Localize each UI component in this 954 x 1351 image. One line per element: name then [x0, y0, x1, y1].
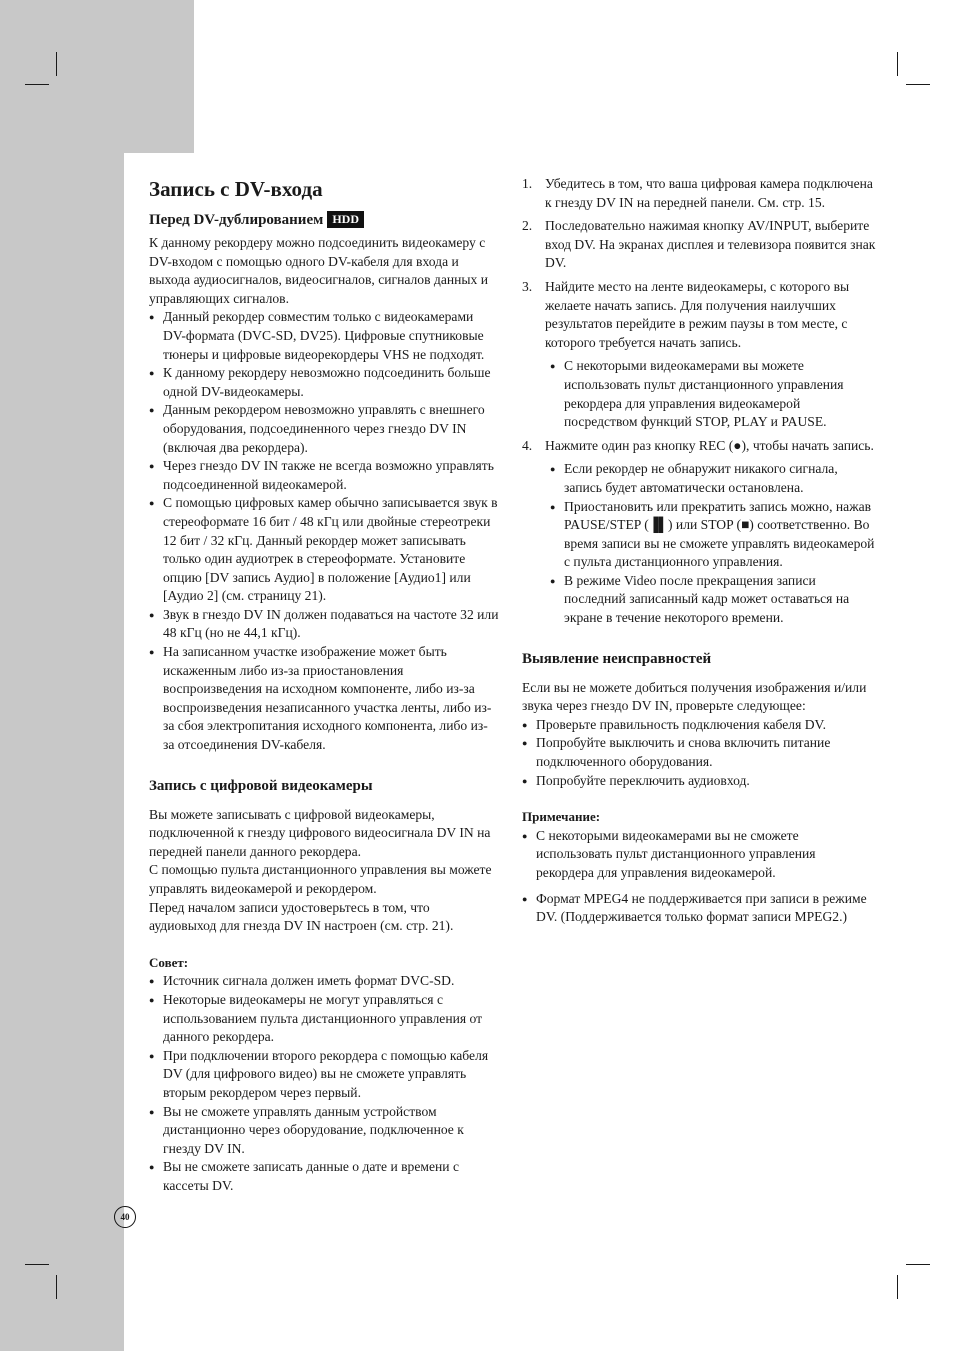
list-item: ● Если рекордер не обнаружит никакого сигнала, запись будет автоматически остановлена. [550, 460, 876, 497]
before-intro: К данному рекордеру можно подсоединить видеокамеру с DV-входом с помощью одного DV-кабеля для входа и выхода аудиосигналов, видеосигналов, сигналов данных и управляющих сигналов. [149, 235, 489, 306]
list-item: ● Попробуйте выключить и снова включить питание подключенного оборудования. [522, 734, 876, 771]
camcorder-paragraph: Вы можете записывать с цифровой видеокамеры, подключенной к гнезду цифрового видеосигнала DV IN на передней панели данного рекордера. [149, 806, 491, 859]
list-item: ● Приостановить или прекратить запись можно, нажав PAUSE/STEP (▐▌) или STOP (■) соответственно. Во время записи вы не сможете управлять видеокамерой с пульта дистанционного управления. [550, 498, 876, 572]
step-text: Последовательно нажимая кнопку AV/INPUT, выберите вход DV. На экранах дисплея и телевизора появится знак DV. [545, 218, 876, 271]
note-list [522, 827, 876, 927]
step-number: 1. [522, 176, 533, 191]
crop-mark [25, 1264, 49, 1265]
list-item: ● Некоторые видеокамеры не могут управляться с использованием пульта дистанционного управления от данного рекордера. [149, 991, 499, 1047]
page-number-badge: 40 [114, 1206, 136, 1228]
crop-mark [56, 52, 57, 76]
right-column [522, 175, 876, 927]
step-item [522, 217, 876, 273]
section-heading-camcorder: Запись с цифровой видеокамеры [149, 777, 373, 794]
list-item: ● Вы не сможете управлять данным устройством дистанционно через оборудование, подключенное к гнезду DV IN. [149, 1103, 499, 1159]
step-sub-list [545, 357, 876, 431]
list-item: ● Вы не сможете записать данные о дате и времени с кассеты DV. [149, 1158, 499, 1195]
section-heading-text: Перед DV-дублированием [149, 212, 324, 228]
camcorder-paragraph: Перед началом записи удостоверьтесь в том, что аудиовыход для гнезда DV IN настроен (см. стр. 21). [149, 899, 454, 934]
tip-list [149, 972, 499, 1195]
left-column [149, 175, 499, 1196]
crop-mark [25, 84, 49, 85]
crop-mark [56, 1275, 57, 1299]
step-item [522, 175, 876, 212]
note-title: Примечание: [522, 809, 601, 825]
list-item: ● Формат MPEG4 не поддерживается при записи в режиме DV. (Поддерживается только формат записи MPEG2.) [522, 890, 876, 927]
crop-mark [897, 1275, 898, 1299]
troubleshooting-intro: Если вы не можете добиться получения изображения и/или звука через гнездо DV IN, проверьте следующее: [522, 679, 867, 714]
section-heading-before-dubbing [149, 211, 499, 230]
step-text: Найдите место на ленте видеокамеры, с которого вы желаете начать запись. Для получения наилучших результатов перейдите в режим паузы в том месте, с которого требуется начать запись. [545, 278, 850, 350]
camcorder-paragraph: С помощью пульта дистанционного управления вы можете управлять видеокамерой и рекордером. [149, 862, 492, 896]
tip-title: Совет: [149, 954, 189, 970]
list-item: ● Через гнездо DV IN также не всегда возможно управлять подсоединенной видеокамерой. [149, 457, 499, 494]
list-item: ● К данному рекордеру невозможно подсоединить больше одной DV-видеокамеры. [149, 364, 499, 401]
list-item: ● Попробуйте переключить аудиовход. [522, 772, 876, 791]
before-bullet-list [149, 308, 499, 754]
list-item: ● С некоторыми видеокамерами вы можете использовать пульт дистанционного управления рекордера для управления видеокамерой посредством функций STOP, PLAY и PAUSE. [550, 357, 876, 431]
step-text: Нажмите один раз кнопку REC (●), чтобы начать запись. [545, 437, 874, 453]
page-title: Запись с DV-входа [149, 177, 323, 201]
hdd-badge: HDD [327, 211, 364, 228]
crop-mark [897, 52, 898, 76]
step-number: 4. [522, 437, 533, 453]
list-item: ● Данный рекордер совместим только с видеокамерами DV-формата (DVC-SD, DV25). Цифровые спутниковые тюнеры и цифровые видеорекордеры VHS не подходят. [149, 308, 499, 364]
list-item: ● Проверьте правильность подключения кабеля DV. [522, 716, 876, 735]
list-item: ● Данным рекордером невозможно управлять с внешнего оборудования, подсоединенного через гнездо DV IN (включая два рекордера). [149, 401, 499, 457]
list-item: ● Звук в гнездо DV IN должен подаваться на частоте 32 или 48 кГц (но не 44,1 кГц). [149, 606, 499, 643]
step-item [522, 278, 876, 432]
step-number: 3. [522, 278, 533, 294]
step-item [522, 437, 876, 628]
crop-mark [906, 84, 930, 85]
list-item: ● Источник сигнала должен иметь формат DVC-SD. [149, 972, 499, 991]
steps-list [522, 175, 876, 628]
list-item: ● В режиме Video после прекращения записи последний записанный кадр может оставаться на экране в течение некоторого времени. [550, 572, 876, 628]
step-number: 2. [522, 218, 533, 234]
list-item: ● На записанном участке изображение может быть искаженным либо из-за приостановления воспроизведения на исходном компоненте, либо из-за воспроизведения незаписанного участка ленты, либо из-за сбоя электропитания исходного компонента, либо из-за отсоединения DV-кабеля. [149, 643, 499, 755]
step-sub-list [545, 460, 876, 627]
list-item: ● С помощью цифровых камер обычно записывается звук в стереоформате 16 бит / 48 кГц или двойные стереотреки 12 бит / 32 кГц. Данный рекордер может записывать только один аудиотрек в стереоформате. Установите опцию [DV запись Аудио] в положение [Аудио1] или [Аудио 2] (см. страницу 21). [149, 494, 499, 606]
list-item: ● При подключении второго рекордера с помощью кабеля DV (для цифрового видео) вы не сможете управлять вторым рекордером через первый. [149, 1047, 499, 1103]
list-item: ● С некоторыми видеокамерами вы не сможете использовать пульт дистанционного управления рекордера для управления видеокамерой. [522, 827, 876, 883]
section-heading-troubleshooting: Выявление неисправностей [522, 650, 712, 667]
crop-mark [906, 1264, 930, 1265]
troubleshooting-list [522, 716, 876, 790]
step-text: Убедитесь в том, что ваша цифровая камера подключена к гнезду DV IN на передней панели. См. стр. 15. [545, 176, 873, 210]
